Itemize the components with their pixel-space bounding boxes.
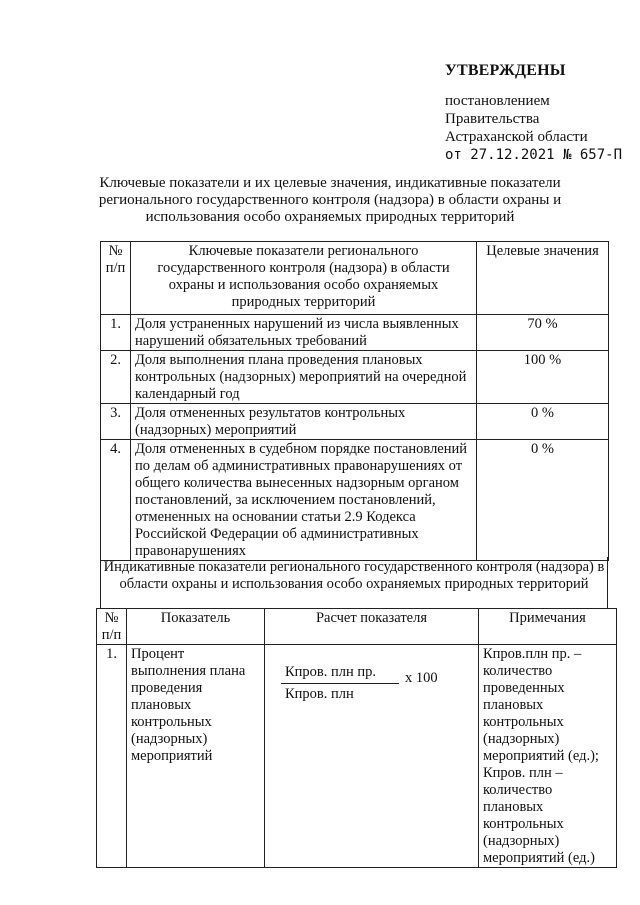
row-notes: Кпров.плн пр. – количество проведенных плановых контрольных (надзорных) мероприятий (ед.); Кпров. плн – количество плановых контрольных (надзорных) мероприятий (ед.) [479,645,617,868]
row-num: 3. [101,404,131,440]
table-row [101,440,609,561]
header-num: № п/п [97,609,127,645]
row-indicator: Доля выполнения плана проведения плановых контрольных (надзорных) мероприятий на очередной календарный год [131,351,477,404]
row-num: 1. [101,315,131,351]
approval-heading: УТВЕРЖДЕНЫ [445,62,566,79]
table-header-row [101,242,609,315]
header-indicator: Ключевые показатели регионального государственного контроля (надзора) в области охраны и использования особо охраняемых природных территорий [131,242,477,315]
approval-date-line: от 27.12.2021 № 657-П [445,147,623,163]
approval-line-3: Астраханской области [445,129,588,145]
header-notes: Примечания [479,609,617,645]
indicative-section-title: Индикативные показатели регионального государственного контроля (надзора) в области охраны и использования особо охраняемых природных территорий [100,557,608,608]
fraction [281,664,399,703]
indicative-indicators-table [96,608,617,868]
row-indicator: Доля устраненных нарушений из числа выявленных нарушений обязательных требований [131,315,477,351]
header-indicator: Показатель [127,609,265,645]
key-indicators-table [100,241,609,561]
table-header-row [97,609,617,645]
row-calculation [265,645,479,868]
table-row [101,404,609,440]
row-num: 1. [97,645,127,868]
formula-multiplier: х 100 [405,670,438,686]
header-calculation: Расчет показателя [265,609,479,645]
row-indicator: Процент выполнения плана проведения плановых контрольных (надзорных) мероприятий [127,645,265,868]
formula-numerator: Кпров. плн пр. [285,664,377,680]
table-row [101,315,609,351]
header-target-value: Целевые значения [477,242,609,315]
document-title: Ключевые показатели и их целевые значения, индикативные показатели регионального государственного контроля (надзора) в области охраны и использования особо охраняемых природных территорий [98,175,562,225]
formula-denominator: Кпров. плн [285,686,354,702]
row-value: 0 % [477,440,609,561]
row-num: 4. [101,440,131,561]
row-indicator: Доля отмененных результатов контрольных (надзорных) мероприятий [131,404,477,440]
approval-line-2: Правительства [445,111,540,127]
table-row [97,645,617,868]
table-row [101,351,609,404]
row-num: 2. [101,351,131,404]
row-value: 100 % [477,351,609,404]
header-num: № п/п [101,242,131,315]
formula [269,664,474,724]
row-indicator: Доля отмененных в судебном порядке постановлений по делам об административных правонарушениях от общего количества вынесенных надзорным органом постановлений, за исключением постановлений, отмененных на основании статьи 2.9 Кодекса Российской Федерации об административных правонарушениях [131,440,477,561]
approval-block [445,62,622,164]
approval-line-1: постановлением [445,93,550,109]
row-value: 0 % [477,404,609,440]
row-value: 70 % [477,315,609,351]
